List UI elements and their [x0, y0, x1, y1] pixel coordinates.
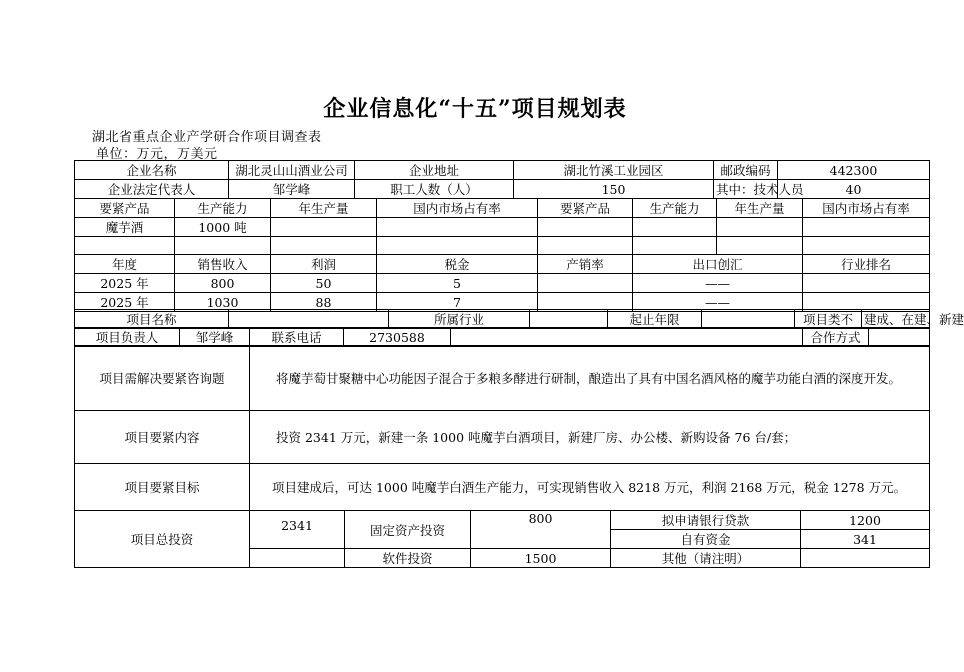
- project-description-table: [74, 345, 930, 511]
- other-label: 其他（请注明）: [611, 549, 801, 568]
- product-cell: [377, 218, 538, 237]
- tech-staff-value: 40: [778, 180, 930, 199]
- product-row: [75, 218, 930, 237]
- address-value: 湖北竹溪工业园区: [514, 161, 714, 180]
- goal-row: [75, 464, 930, 511]
- project-leader-table: [74, 327, 930, 347]
- company-name-value: 湖北灵山山酒业公司: [229, 161, 355, 180]
- product-cell: [717, 218, 803, 237]
- address-label: 企业地址: [355, 161, 514, 180]
- industry-value: [530, 310, 608, 329]
- product-cell: [803, 218, 930, 237]
- company-name-label: 企业名称: [75, 161, 229, 180]
- unit-label: 单位：万元，万美元: [96, 147, 218, 162]
- content-text: 投资 2341 万元，新建一条 1000 吨魔芋白酒项目，新建厂房、办公楼、新购设备 76 台/套；: [250, 411, 930, 464]
- survey-subtitle: 湖北省重点企业产学研合作项目调查表: [92, 130, 322, 145]
- total-investment-label: 项目总投资: [75, 511, 250, 568]
- fixed-assets-value: 800: [471, 511, 611, 549]
- postcode-value: 442300: [778, 161, 930, 180]
- header-annual-output: 年生产量: [271, 199, 377, 218]
- postcode-label: 邮政编码: [714, 161, 778, 180]
- software-value: 1500: [471, 549, 611, 568]
- product-cell: [803, 237, 930, 255]
- header-profit: 利润: [271, 255, 377, 274]
- total-investment-value: 2341: [250, 511, 345, 549]
- period-label: 起止年限: [608, 310, 702, 329]
- products-finance-table: [74, 198, 930, 312]
- finance-sales-rate: [538, 274, 633, 293]
- product-cell: [633, 218, 717, 237]
- product-cell: [633, 237, 717, 255]
- staff-count-label: 职工人数（人）: [355, 180, 514, 199]
- header-market-share: 国内市场占有率: [377, 199, 538, 218]
- product-cell: [717, 237, 803, 255]
- problem-text: 将魔芋萄甘聚糖中心功能因子混合于多粮多酵进行研制，酿造出了具有中国名酒风格的魔芋功能白酒的深度开发。: [250, 346, 930, 411]
- project-type-value: 建成、在建、新建: [862, 310, 930, 329]
- product-cell: [271, 218, 377, 237]
- finance-sales: 800: [175, 274, 271, 293]
- header-sales-rate: 产销率: [538, 255, 633, 274]
- product-cell: [538, 218, 633, 237]
- finance-sales: 1030: [175, 293, 271, 312]
- goal-label: 项目要紧目标: [75, 464, 250, 511]
- header-tax: 税金: [377, 255, 538, 274]
- leader-blank: [451, 328, 803, 347]
- finance-export: ——: [633, 293, 803, 312]
- header-main-product-2: 要紧产品: [538, 199, 633, 218]
- bank-loan-value: 1200: [801, 511, 930, 530]
- finance-profit: 88: [271, 293, 377, 312]
- representative-value: 邹学峰: [229, 180, 355, 199]
- period-value: [702, 310, 795, 329]
- project-name-label: 项目名称: [75, 310, 229, 329]
- finance-tax: 5: [377, 274, 538, 293]
- leader-value: 邹学峰: [180, 328, 250, 347]
- header-capacity: 生产能力: [175, 199, 271, 218]
- cooperation-label: 合作方式: [803, 328, 869, 347]
- leader-label: 项目负责人: [75, 328, 180, 347]
- header-year: 年度: [75, 255, 175, 274]
- representative-row: [75, 180, 930, 199]
- finance-tax: 7: [377, 293, 538, 312]
- project-name-row: [75, 310, 930, 329]
- product-cell: [75, 237, 175, 255]
- software-blank: [250, 549, 345, 568]
- header-main-product: 要紧产品: [75, 199, 175, 218]
- bank-loan-label: 拟申请银行贷款: [611, 511, 801, 530]
- product-cell: 1000 吨: [175, 218, 271, 237]
- phone-label: 联系电话: [250, 328, 344, 347]
- fixed-assets-label: 固定资产投资: [345, 511, 471, 549]
- project-name-value: [229, 310, 389, 329]
- cooperation-value: [869, 328, 930, 347]
- problem-row: [75, 346, 930, 411]
- finance-row: [75, 274, 930, 293]
- representative-label: 企业法定代表人: [75, 180, 229, 199]
- product-cell: [175, 237, 271, 255]
- finance-year: 2025 年: [75, 274, 175, 293]
- finance-export: ——: [633, 274, 803, 293]
- header-market-share-2: 国内市场占有率: [803, 199, 930, 218]
- staff-count-value: 150: [514, 180, 714, 199]
- product-row: [75, 237, 930, 255]
- product-cell: [271, 237, 377, 255]
- goal-text: 项目建成后，可达 1000 吨魔芋白酒生产能力，可实现销售收入 8218 万元，利润 2168 万元，税金 1278 万元。: [250, 464, 930, 511]
- industry-label: 所属行业: [389, 310, 530, 329]
- page-title: 企业信息化“十五”项目规划表: [323, 96, 627, 122]
- project-leader-row: [75, 328, 930, 347]
- finance-year: 2025 年: [75, 293, 175, 312]
- header-sales: 销售收入: [175, 255, 271, 274]
- header-export: 出口创汇: [633, 255, 803, 274]
- product-cell: [377, 237, 538, 255]
- product-cell: [538, 237, 633, 255]
- phone-value: 2730588: [344, 328, 451, 347]
- content-label: 项目要紧内容: [75, 411, 250, 464]
- company-info-table: [74, 160, 930, 199]
- finance-profit: 50: [271, 274, 377, 293]
- products-header-row: [75, 199, 930, 218]
- investment-row-1: [75, 511, 930, 530]
- company-name-row: [75, 161, 930, 180]
- header-industry-rank: 行业排名: [803, 255, 930, 274]
- finance-header-row: [75, 255, 930, 274]
- problem-label: 项目需解决要紧咨询题: [75, 346, 250, 411]
- product-cell: 魔芋酒: [75, 218, 175, 237]
- header-annual-output-2: 年生产量: [717, 199, 803, 218]
- content-row: [75, 411, 930, 464]
- own-funds-label: 自有资金: [611, 530, 801, 549]
- software-label: 软件投资: [345, 549, 471, 568]
- header-capacity-2: 生产能力: [633, 199, 717, 218]
- finance-rank: [803, 274, 930, 293]
- own-funds-value: 341: [801, 530, 930, 549]
- tech-staff-label: 其中：技术人员: [714, 180, 778, 199]
- project-type-label: 项目类不: [795, 310, 862, 329]
- project-name-table: [74, 309, 964, 329]
- investment-table: [74, 510, 930, 568]
- other-value: [801, 549, 930, 568]
